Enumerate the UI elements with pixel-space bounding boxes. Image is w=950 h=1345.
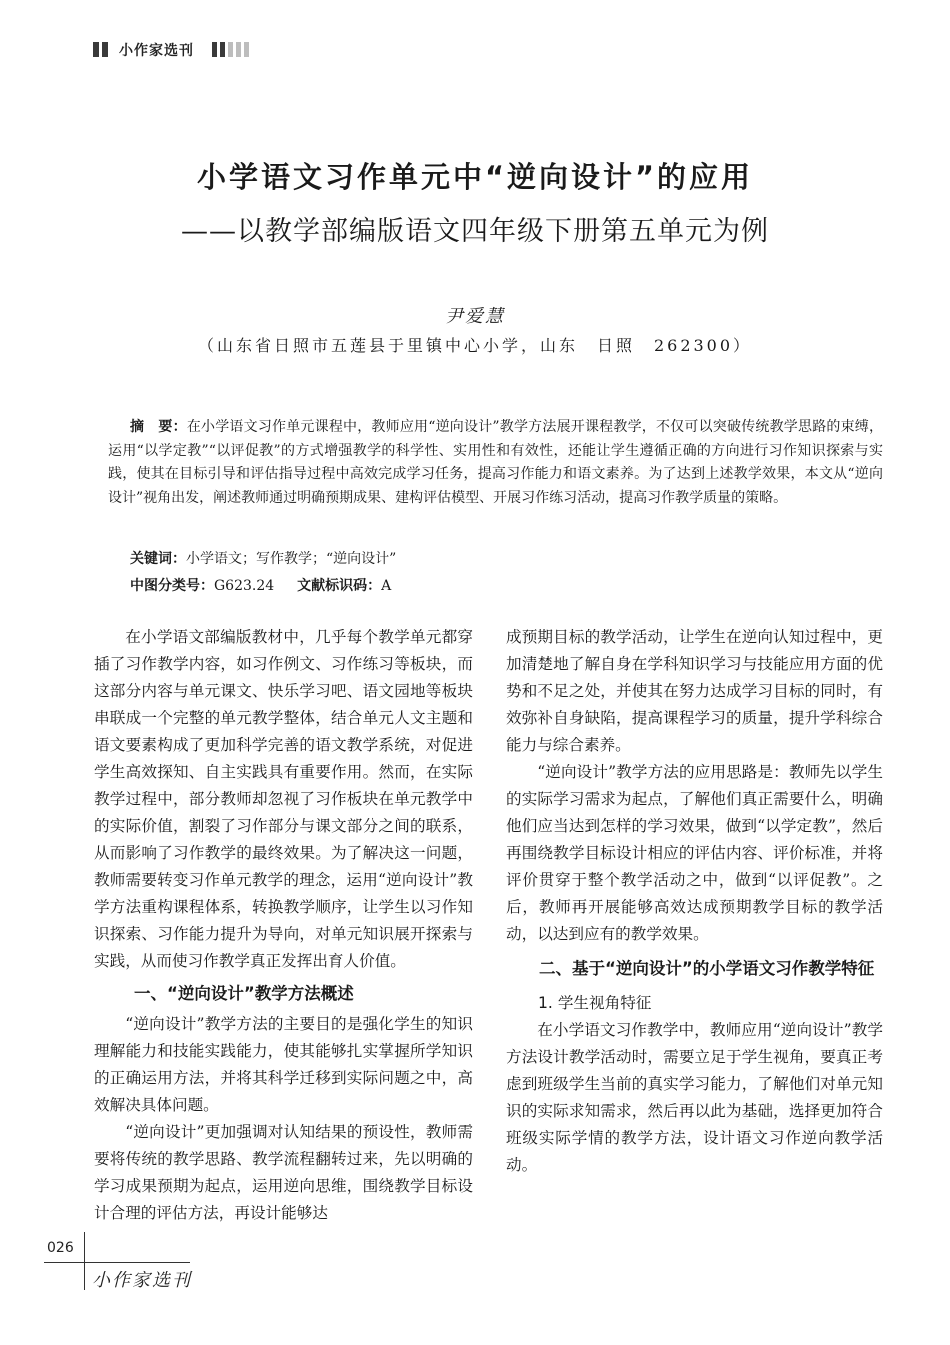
body-paragraph: 在小学语文习作教学中，教师应用“逆向设计”教学方法设计教学活动时，需要立足于学生视角，要真正考虑到班级学生当前的真实学习能力，了解他们对单元知识的实际求知需求，然后再以此为基础，选择更加符合班级实际学情的教学方法，设计语文习作逆向教学活动。 [506, 1021, 883, 1174]
author-affiliation: （山东省日照市五莲县于里镇中心小学，山东 日照 262300） [197, 336, 753, 355]
body-paragraph: 在小学语文部编版教材中，几乎每个教学单元都穿插了习作教学内容，如习作例文、习作练习等板块，而这部分内容与单元课文、快乐学习吧、语文园地等板块串联成一个完整的单元教学整体，结合单元人文主题和语文要素构成了更加科学完善的语文教学系统，对促进学生高效探知、自主实践具有重要作用。然而，在实际教学过程中，部分教师却忽视了习作板块在单元教学中的实际价值，割裂了习作部分与课文部分之间的联系，从而影响了习作教学的最终效果。为了解决这一问题，教师需要转变习作单元教学的理念，运用“逆向设计”教学方法重构课程体系，转换教学顺序，让学生以习作知识探索、习作能力提升为导向，对单元知识展开探索与实践，从而使习作教学真正发挥出育人价值。 [94, 628, 473, 970]
footer-divider [84, 1232, 85, 1290]
author-name: 尹爱慧 [445, 306, 505, 327]
abstract [108, 416, 883, 510]
keywords [130, 548, 396, 568]
article-subtitle: ——以教学部编版语文四年级下册第五单元为例 [181, 216, 769, 247]
section-heading: 二、基于“逆向设计”的小学语文习作教学特征 [539, 959, 875, 978]
clc-value: G623.24 [214, 578, 275, 594]
footer-divider [44, 1262, 190, 1263]
body-paragraph: “逆向设计”更加强调对认知结果的预设性，教师需要将传统的教学思路、教学流程翻转过来，先以明确的学习成果预期为起点，运用逆向思维，围绕教学目标设计合理的评估方法，再设计能够达 [94, 1123, 473, 1222]
header-bar-icon [220, 42, 225, 57]
abstract-text: 在小学语文习作单元课程中，教师应用“逆向设计”教学方法展开课程教学，不仅可以突破传统教学思路的束缚，运用“以学定教”“以评促教”的方式增强教学的科学性、实用性和有效性，还能让学生遵循正确的方向进行习作知识探索与实践，使其在目标引导和评估指导过程中高效完成学习任务，提高习作能力和语文素养。为了达到上述教学效果，本文从“逆向设计”视角出发，阐述教师通过明确预期成果、建构评估模型、开展习作练习活动，提高习作教学质量的策略。 [108, 419, 884, 506]
doc-code-label: 文献标识码： [297, 578, 382, 594]
right-column [506, 624, 883, 1179]
body-paragraph: “逆向设计”教学方法的应用思路是：教师先以学生的实际学习需求为起点，了解他们真正需要什么，明确他们应当达到怎样的学习效果，做到“以学定教”，然后再围绕教学目标设计相应的评估内容、评价标准，并将评价贯穿于整个教学活动之中，做到“以评促教”。之后，教师再开展能够高效达成预期教学目标的教学活动，以达到应有的教学效果。 [506, 763, 883, 943]
left-column [94, 624, 473, 1227]
header-bar-icon [244, 42, 249, 57]
keywords-label: 关键词： [130, 551, 186, 567]
header-bar-icon [236, 42, 241, 57]
keywords-text: 小学语文；写作教学；“逆向设计” [186, 551, 397, 567]
header-bar-icon [228, 42, 233, 57]
abstract-label: 摘 要： [130, 419, 187, 435]
body-paragraph: 成预期目标的教学活动，让学生在逆向认知过程中，更加清楚地了解自身在学科知识学习与技能应用方面的优势和不足之处，并使其在努力达成学习目标的同时，有效弥补自身缺陷，提高课程学习的质量，提升学科综合能力与综合素养。 [506, 628, 883, 754]
clc-label: 中图分类号： [130, 578, 214, 594]
page-number: 026 [47, 1240, 74, 1256]
header-bar-icon [93, 42, 99, 57]
journal-name: 小作家选刊 [119, 43, 194, 59]
article-title: 小学语文习作单元中“逆向设计”的应用 [196, 160, 754, 194]
body-paragraph: “逆向设计”教学方法的主要目的是强化学生的知识理解能力和技能实践能力，使其能够扎实掌握所学知识的正确运用方法，并将其科学迁移到实际问题之中，高效解决具体问题。 [94, 1015, 473, 1114]
journal-logo: 小作家选刊 [92, 1270, 192, 1291]
classification [130, 575, 391, 595]
header-bar-icon [212, 42, 217, 57]
doc-code-value: A [381, 578, 392, 594]
subsection-heading: 1. 学生视角特征 [538, 994, 652, 1012]
section-heading: 一、“逆向设计”教学方法概述 [134, 984, 354, 1003]
header-bar-icon [102, 42, 108, 57]
